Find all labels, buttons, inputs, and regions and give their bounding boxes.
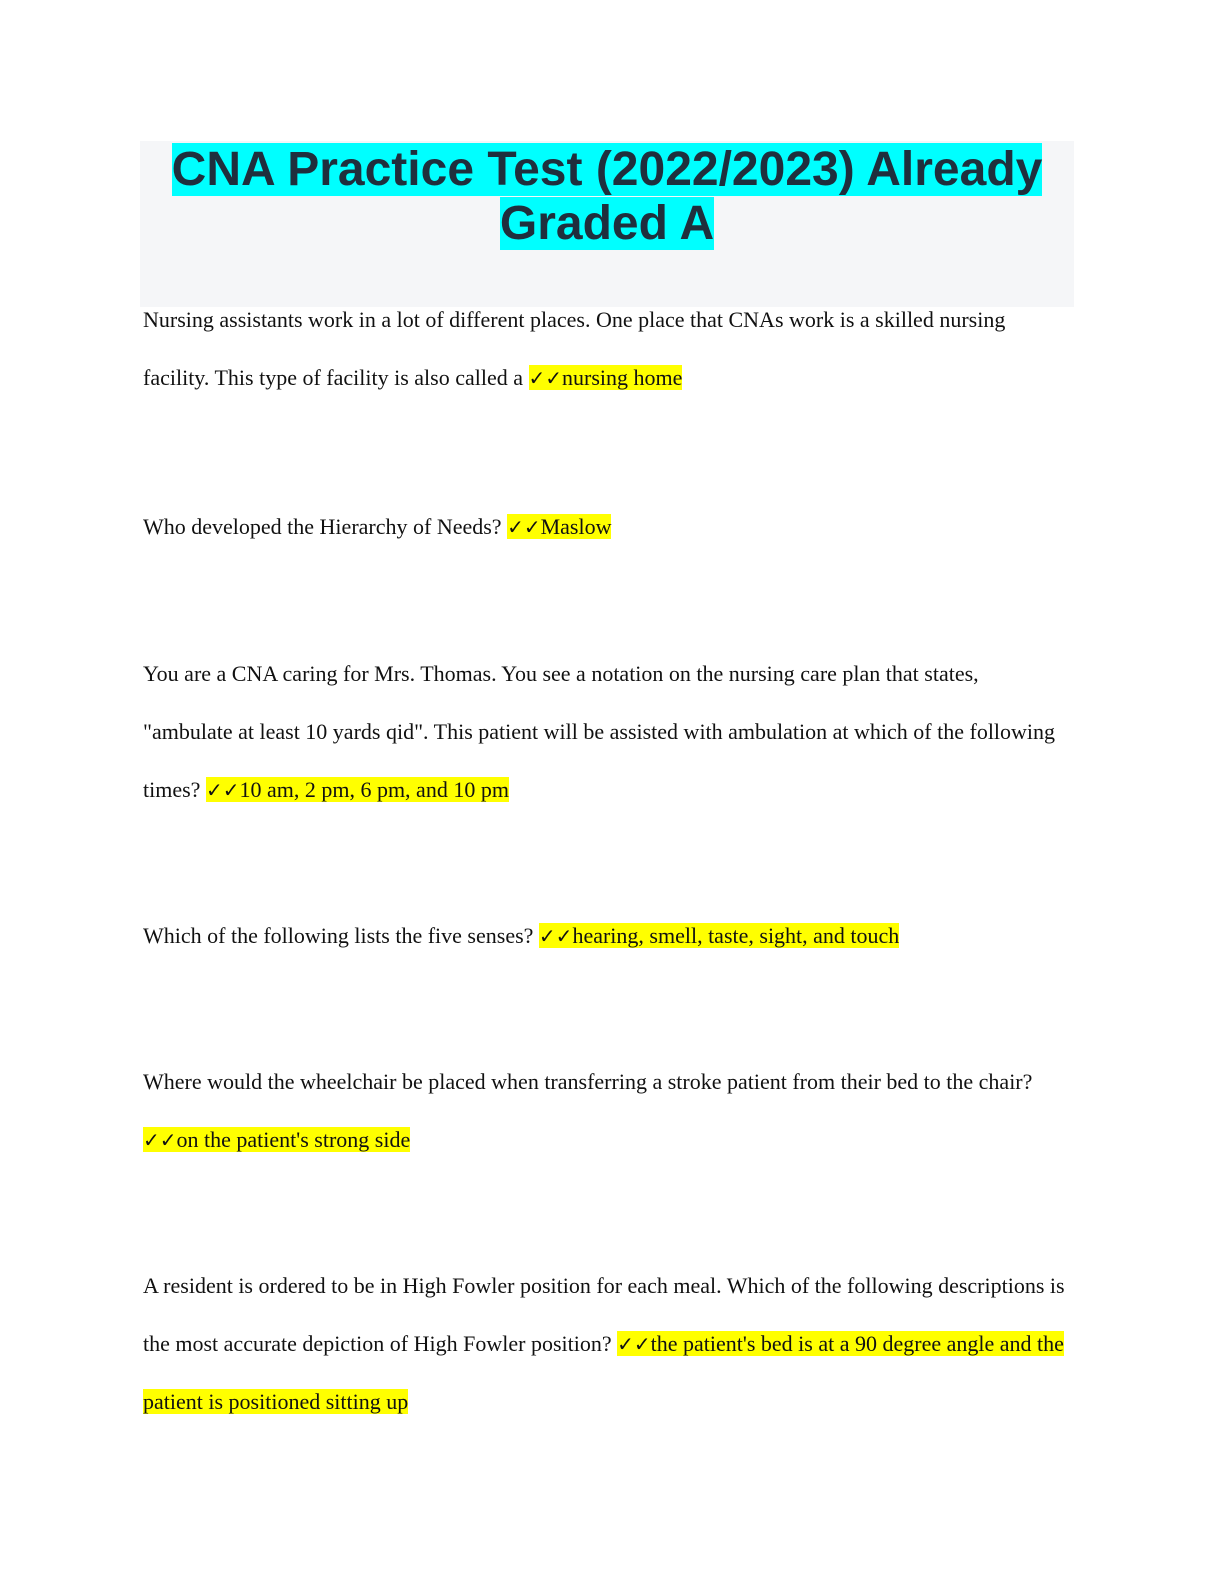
question-text: Nursing assistants work in a lot of different places. One place that CNAs work is a skilled nursing facility. This type of facility is also called a — [143, 307, 1006, 390]
double-check-icon: ✓✓ — [617, 1332, 651, 1356]
qa-item-3 — [143, 645, 1073, 819]
qa-item-5 — [143, 1053, 1073, 1169]
answer-highlight — [529, 365, 683, 390]
title-line-1: CNA Practice Test (2022/2023) Already — [171, 143, 1043, 196]
double-check-icon: ✓✓ — [507, 515, 541, 539]
double-check-icon: ✓✓ — [538, 924, 573, 948]
answer-text: hearing, smell, taste, sight, and touch — [572, 923, 900, 948]
answer-text: on the patient's strong side — [176, 1127, 411, 1152]
qa-item-1 — [143, 291, 1073, 407]
title-line-2: Graded A — [499, 197, 715, 250]
double-check-icon: ✓✓ — [143, 1128, 177, 1152]
page-title — [140, 141, 1074, 251]
double-check-icon: ✓✓ — [205, 778, 240, 802]
question-text: A resident is ordered to be in High Fowler position for each meal. Which of the following descriptions is the most accurate depiction of High Fowler position? — [143, 1273, 1065, 1356]
question-text: Who developed the Hierarchy of Needs? — [143, 514, 508, 539]
question-text: You are a CNA caring for Mrs. Thomas. You see a notation on the nursing care plan that states, "ambulate at least 10 yards qid". This patient will be assisted with ambulation at which of the following times? — [143, 661, 1056, 802]
answer-text: nursing home — [562, 365, 683, 390]
question-text: Which of the following lists the five senses? — [143, 923, 539, 948]
question-text: Where would the wheelchair be placed when transferring a stroke patient from their bed to the chair? — [143, 1069, 1033, 1094]
answer-highlight — [143, 1127, 410, 1152]
qa-item-4 — [143, 907, 1073, 965]
title-block — [140, 141, 1074, 307]
double-check-icon: ✓✓ — [528, 366, 563, 390]
answer-highlight — [507, 514, 611, 539]
answer-highlight — [539, 923, 899, 948]
answer-text: Maslow — [540, 514, 612, 539]
qa-item-6 — [143, 1257, 1073, 1431]
answer-highlight — [206, 777, 509, 802]
answer-text: 10 am, 2 pm, 6 pm, and 10 pm — [239, 777, 509, 802]
qa-item-2 — [143, 498, 1073, 556]
answer-text: the patient's bed is at a 90 degree angle and the patient is positioned sitting up — [143, 1331, 1064, 1414]
